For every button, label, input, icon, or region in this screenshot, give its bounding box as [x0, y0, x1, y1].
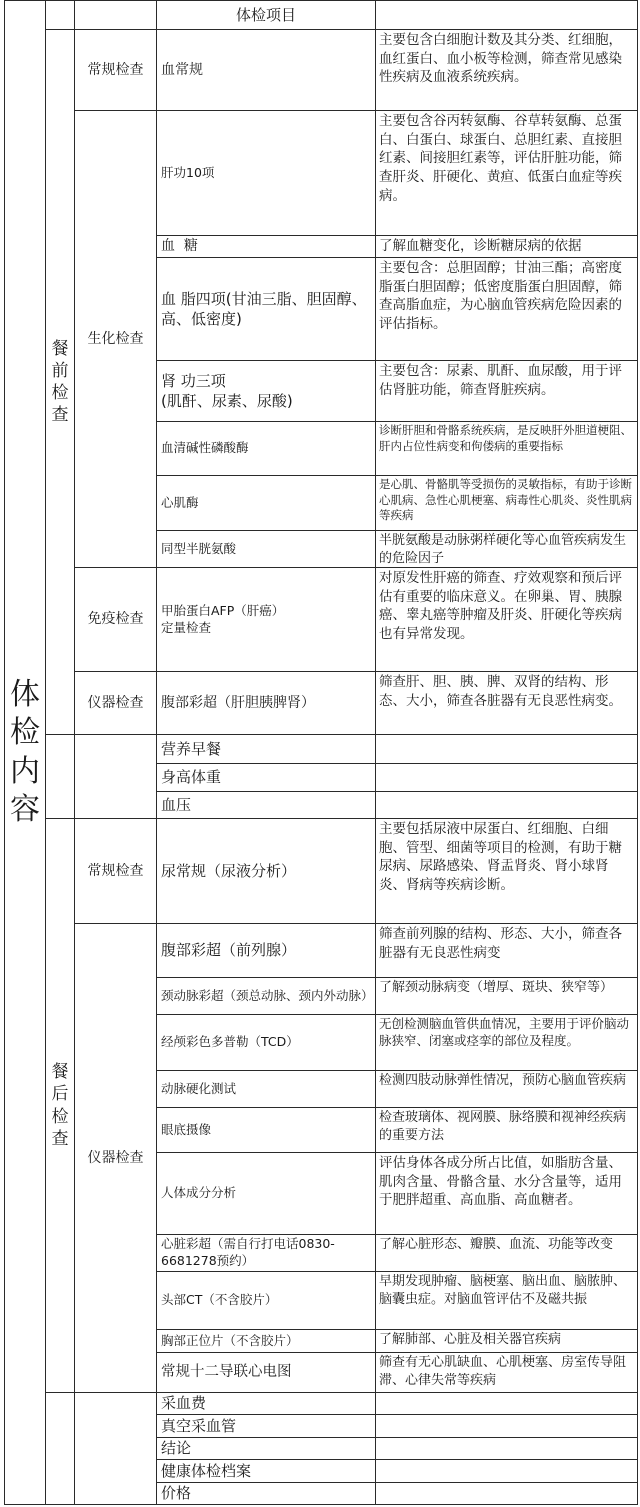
middle-desc-blank [375, 791, 638, 819]
middle-item: 血压 [156, 791, 376, 819]
post-instrument-item: 胸部正位片（不含胶片） [156, 1329, 376, 1353]
pre-instrument-category: 仪器检查 [74, 671, 157, 735]
biochem-desc: 半胱氨酸是动脉粥样硬化等心血管疾病发生的危险因子 [375, 530, 638, 568]
footer-item: 真空采血管 [156, 1414, 376, 1438]
section-label [4, 0, 46, 1505]
footer-item: 价格 [156, 1482, 376, 1505]
post-instrument-desc: 了解心脏形态、瓣膜、血流、功能等改变 [375, 1234, 638, 1272]
biochem-desc: 主要包含谷丙转氨酶、谷草转氨酶、总蛋白、白蛋白、球蛋白、总胆红素、直接胆红素、间接胆红素等，评估肝脏功能，筛查肝炎、肝硬化、黄疸、低蛋白血症等疾病。 [375, 110, 638, 236]
biochem-item: 同型半胱氨酸 [156, 530, 376, 568]
footer-desc-blank [375, 1437, 638, 1460]
post-instrument-desc: 检查玻璃体、视网膜、脉络膜和视神经疾病的重要方法 [375, 1107, 638, 1153]
biochem-desc: 主要包含：总胆固醇；甘油三酯；高密度脂蛋白胆固醇；低密度脂蛋白胆固醇，筛查高脂血症，为心脑血管疾病危险因素的评估指标。 [375, 257, 638, 361]
post-instrument-item: 颈动脉彩超（颈总动脉、颈内外动脉） [156, 977, 376, 1015]
biochem-desc: 诊断肝胆和骨骼系统疾病，是反映肝外胆道梗阻、肝内占位性病变和佝偻病的重要指标 [375, 421, 638, 476]
post-instrument-desc: 评估身体各成分所占比值，如脂肪含量、肌肉含量、骨骼含量、水分含量等，适用于肥胖超重、高血脂、高血糖者。 [375, 1152, 638, 1235]
middle-desc-blank [375, 734, 638, 764]
pre-meal-label [45, 29, 75, 735]
post-instrument-item: 常规十二导联心电图 [156, 1352, 376, 1393]
immune-desc: 对原发性肝癌的筛查、疗效观察和预后评估有重要的临床意义。在卵巢、胃、胰腺癌、睾丸癌等肿瘤及肝炎、肝硬化等疾病也有异常发现。 [375, 567, 638, 672]
vertical-char: 餐 [51, 338, 69, 359]
footer-blank-c [74, 1392, 157, 1505]
vertical-char: 内 [10, 753, 40, 789]
post-routine-item: 尿常规（尿液分析） [156, 818, 376, 924]
post-instrument-item: 心脏彩超（需自行打电话0830-6681278预约） [156, 1234, 376, 1272]
post-instrument-desc: 筛查有无心肌缺血、心肌梗塞、房室传导阻滞、心律失常等疾病 [375, 1352, 638, 1393]
middle-desc-blank [375, 763, 638, 792]
post-routine-desc: 主要包括尿液中尿蛋白、红细胞、白细胞、管型、细菌等项目的检测，有助于糖尿病、尿路感染、肾盂肾炎、肾小球肾炎、肾病等疾病诊断。 [375, 818, 638, 924]
post-instrument-desc: 无创检测脑血管供血情况，主要用于评价脑动脉狭窄、闭塞或痉挛的部位及程度。 [375, 1014, 638, 1071]
post-instrument-item: 头部CT（不含胶片） [156, 1271, 376, 1330]
post-instrument-desc: 筛查前列腺的结构、形态、大小，筛查各脏器有无良恶性病变 [375, 923, 638, 978]
vertical-char: 体 [10, 676, 40, 712]
footer-item: 健康体检档案 [156, 1459, 376, 1483]
biochem-item: 肾 功三项 (肌酐、尿素、尿酸) [156, 360, 376, 422]
post-instrument-item: 腹部彩超（前列腺） [156, 923, 376, 978]
post-routine-category: 常规检查 [74, 818, 157, 924]
biochem-item: 心肌酶 [156, 475, 376, 531]
post-instrument-desc: 早期发现肿瘤、脑梗塞、脑出血、脑脓肿、脑囊虫症。对脑血管评估不及磁共振 [375, 1271, 638, 1330]
footer-item: 结论 [156, 1437, 376, 1460]
vertical-char: 前 [51, 360, 69, 381]
footer-item: 采血费 [156, 1392, 376, 1415]
biochem-item: 血清碱性磷酸酶 [156, 421, 376, 476]
vertical-char: 查 [51, 1128, 69, 1149]
immune-item: 甲胎蛋白AFP（肝癌） 定量检查 [156, 567, 376, 672]
pre-routine-category: 常规检查 [74, 29, 157, 111]
vertical-char: 检 [10, 715, 40, 751]
header-blank-e [375, 0, 638, 30]
post-instrument-category: 仪器检查 [74, 923, 157, 1393]
middle-item: 营养早餐 [156, 734, 376, 764]
post-instrument-desc: 了解肺部、心脏及相关器官疾病 [375, 1329, 638, 1353]
post-instrument-item: 动脉硬化测试 [156, 1070, 376, 1108]
pre-instrument-desc: 筛查肝、胆、胰、脾、双肾的结构、形态、大小，筛查各脏器有无良恶性病变。 [375, 671, 638, 735]
post-meal-label [45, 818, 75, 1393]
vertical-char: 餐 [51, 1062, 69, 1083]
post-instrument-item: 人体成分分析 [156, 1152, 376, 1235]
pre-routine-item: 血常规 [156, 29, 376, 111]
biochem-item: 血 糖 [156, 235, 376, 258]
footer-desc-blank [375, 1459, 638, 1483]
middle-blank-b [45, 734, 75, 819]
footer-desc-blank [375, 1482, 638, 1505]
pre-instrument-item: 腹部彩超（肝胆胰脾肾） [156, 671, 376, 735]
post-instrument-desc: 检测四肢动脉弹性情况，预防心脑血管疾病 [375, 1070, 638, 1108]
footer-blank-b [45, 1392, 75, 1505]
post-instrument-item: 经颅彩色多普勒（TCD） [156, 1014, 376, 1071]
biochem-desc: 主要包含：尿素、肌酐、血尿酸，用于评估肾脏功能，筛查肾脏疾病。 [375, 360, 638, 422]
vertical-char: 检 [51, 383, 69, 403]
vertical-char: 容 [10, 791, 40, 827]
footer-desc-blank [375, 1414, 638, 1438]
biochem-desc: 是心肌、骨骼肌等受损伤的灵敏指标，有助于诊断心肌病、急性心肌梗塞、病毒性心肌炎、炎性肌病等疾病 [375, 475, 638, 531]
header-blank-b [45, 0, 75, 30]
header-title: 体检项目 [156, 0, 376, 30]
middle-item: 身高体重 [156, 763, 376, 792]
vertical-char: 后 [51, 1084, 69, 1105]
biochem-desc: 了解血糖变化，诊断糖尿病的依据 [375, 235, 638, 258]
immune-category: 免疫检查 [74, 567, 157, 672]
biochem-item: 血 脂四项(甘油三脂、胆固醇、高、低密度) [156, 257, 376, 361]
footer-desc-blank [375, 1392, 638, 1415]
post-instrument-item: 眼底摄像 [156, 1107, 376, 1153]
pre-routine-desc: 主要包含白细胞计数及其分类、红细胞，血红蛋白、血小板等检测，筛查常见感染性疾病及血液系统疾病。 [375, 29, 638, 111]
biochem-category: 生化检查 [74, 110, 157, 568]
biochem-item: 肝功10项 [156, 110, 376, 236]
vertical-char: 检 [51, 1106, 69, 1127]
vertical-char: 查 [51, 405, 69, 426]
header-blank-c [74, 0, 157, 30]
post-instrument-desc: 了解颈动脉病变（增厚、斑块、狭窄等） [375, 977, 638, 1015]
middle-blank-c [74, 734, 157, 819]
